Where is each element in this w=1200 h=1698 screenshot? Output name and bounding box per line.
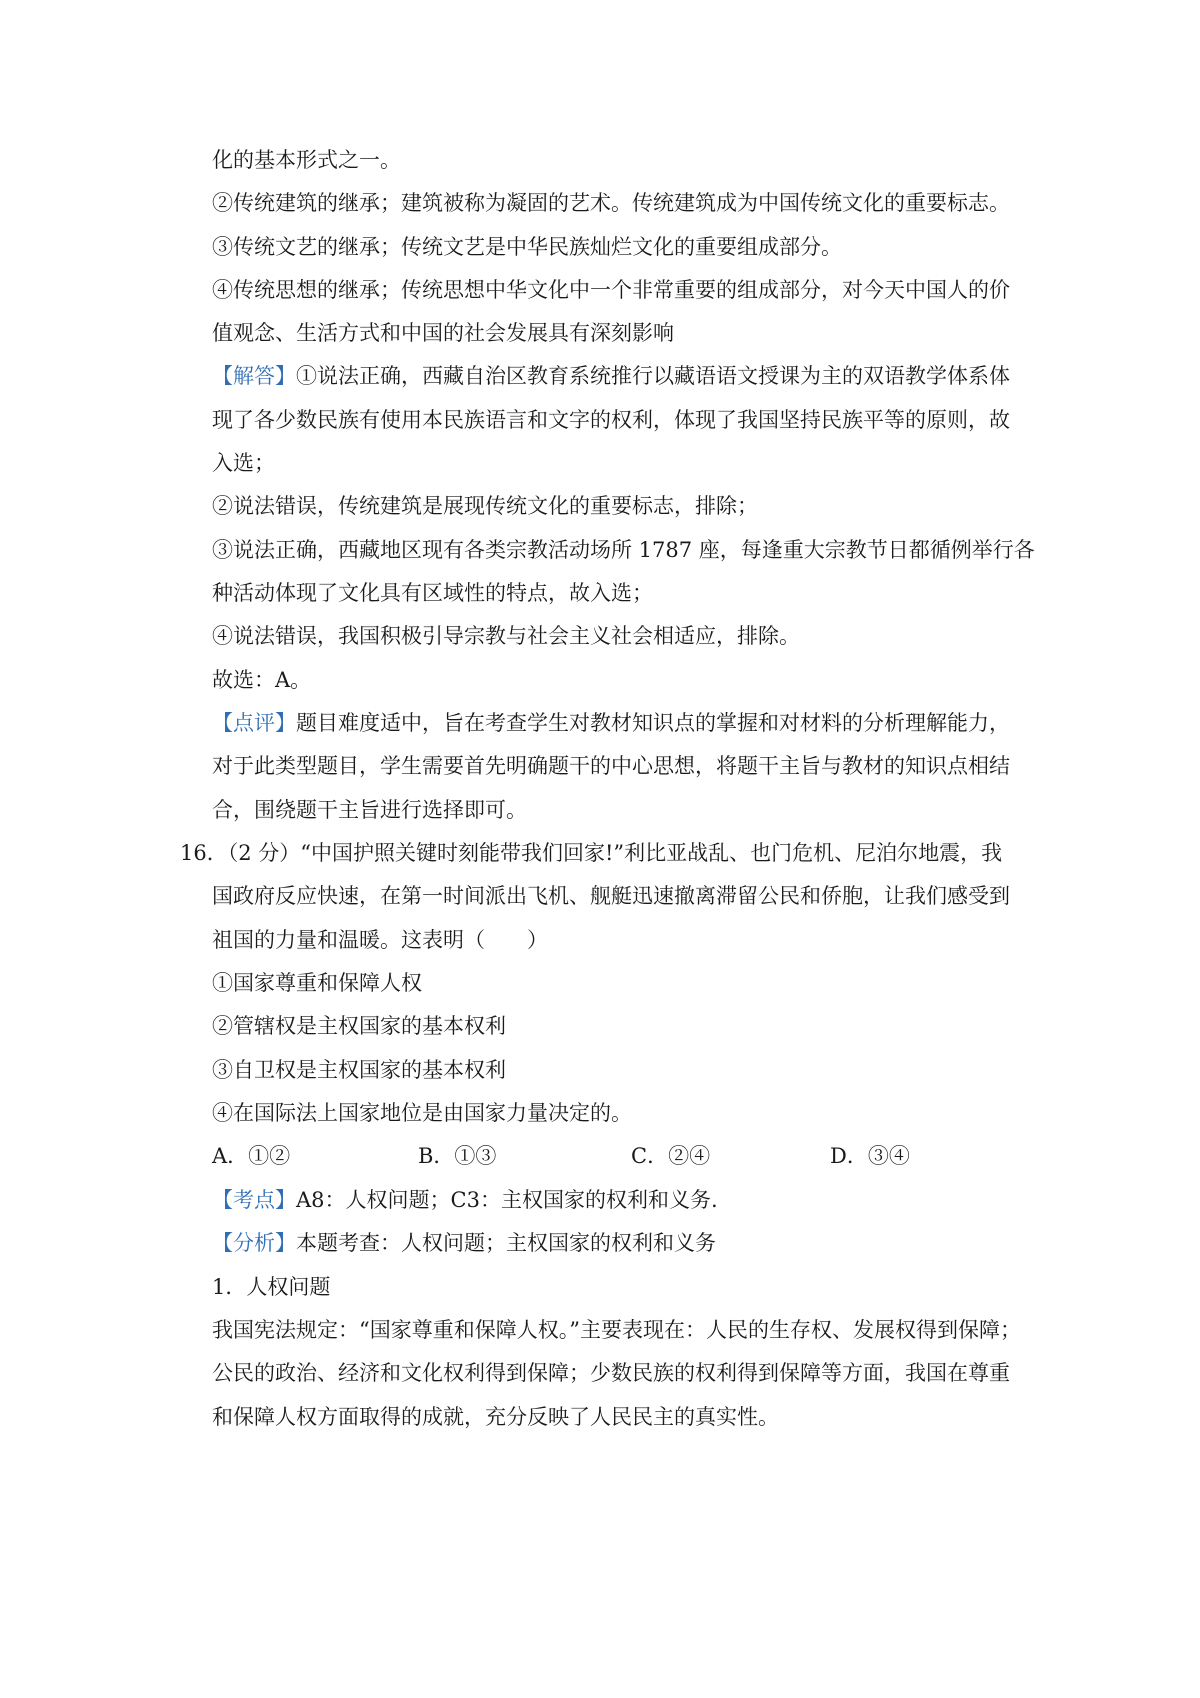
section-heading: 1．人权问题 — [212, 1275, 331, 1299]
answer-tag: 【解答】 — [212, 364, 296, 388]
statement-3: ③自卫权是主权国家的基本权利 — [212, 1058, 506, 1082]
text-line: 公民的政治、经济和文化权利得到保障；少数民族的权利得到保障等方面，我国在尊重 — [212, 1361, 1010, 1385]
text-line: 入选； — [212, 451, 275, 475]
analysis-line — [212, 1228, 1072, 1258]
knowledge-point-line — [212, 1185, 1072, 1215]
text-line: 化的基本形式之一。 — [212, 148, 401, 172]
answer-options — [0, 1141, 1200, 1171]
option-a: A．①② — [212, 1144, 291, 1168]
text-line: 值观念、生活方式和中国的社会发展具有深刻影响 — [212, 321, 674, 345]
answer-paragraph-start — [212, 361, 1072, 391]
text-line: ④说法错误，我国积极引导宗教与社会主义社会相适应，排除。 — [212, 624, 800, 648]
text-line: 现了各少数民族有使用本民族语言和文字的权利，体现了我国坚持民族平等的原则，故 — [212, 408, 1010, 432]
text-line: 祖国的力量和温暖。这表明（ ） — [212, 928, 548, 952]
statement-1: ①国家尊重和保障人权 — [212, 971, 422, 995]
text-line: ④传统思想的继承；传统思想中华文化中一个非常重要的组成部分，对今天中国人的价 — [212, 278, 1010, 302]
text-line: ③说法正确，西藏地区现有各类宗教活动场所 1787 座，每逢重大宗教节日都循例举行各 — [212, 538, 1035, 562]
text-line: ②说法错误，传统建筑是展现传统文化的重要标志，排除； — [212, 494, 758, 518]
comment-paragraph-start — [212, 708, 1072, 738]
text-line: 国政府反应快速，在第一时间派出飞机、舰艇迅速撤离滞留公民和侨胞，让我们感受到 — [212, 884, 1010, 908]
text-line: ②传统建筑的继承；建筑被称为凝固的艺术。传统建筑成为中国传统文化的重要标志。 — [212, 191, 1010, 215]
text-line: 和保障人权方面取得的成就，充分反映了人民民主的真实性。 — [212, 1405, 779, 1429]
statement-2: ②管辖权是主权国家的基本权利 — [212, 1014, 506, 1038]
option-b: B．①③ — [418, 1144, 497, 1168]
option-c: C．②④ — [631, 1144, 711, 1168]
comment-tag: 【点评】 — [212, 711, 296, 735]
knowledge-point-text: A8：人权问题；C3：主权国家的权利和义务. — [296, 1188, 718, 1212]
knowledge-point-tag: 【考点】 — [212, 1188, 296, 1212]
text-line: 对于此类型题目，学生需要首先明确题干的中心思想，将题干主旨与教材的知识点相结 — [212, 754, 1010, 778]
analysis-tag: 【分析】 — [212, 1231, 296, 1255]
comment-text: 题目难度适中，旨在考查学生对教材知识点的掌握和对材料的分析理解能力， — [296, 711, 1010, 735]
text-line: 种活动体现了文化具有区域性的特点，故入选； — [212, 581, 653, 605]
analysis-text: 本题考查：人权问题；主权国家的权利和义务 — [296, 1231, 716, 1255]
text-line: 故选：A。 — [212, 668, 312, 692]
answer-text: ①说法正确，西藏自治区教育系统推行以藏语语文授课为主的双语教学体系体 — [296, 364, 1010, 388]
text-line: 我国宪法规定：“国家尊重和保障人权。”主要表现在：人民的生存权、发展权得到保障； — [212, 1318, 1021, 1342]
text-line: 合，围绕题干主旨进行选择即可。 — [212, 798, 527, 822]
text-line: ③传统文艺的继承；传统文艺是中华民族灿烂文化的重要组成部分。 — [212, 235, 842, 259]
option-d: D．③④ — [830, 1144, 910, 1168]
statement-4: ④在国际法上国家地位是由国家力量决定的。 — [212, 1101, 632, 1125]
question-16-stem: 16．（2 分）“中国护照关键时刻能带我们回家!”利比亚战乱、也门危机、尼泊尔地震，我 — [180, 841, 1003, 865]
